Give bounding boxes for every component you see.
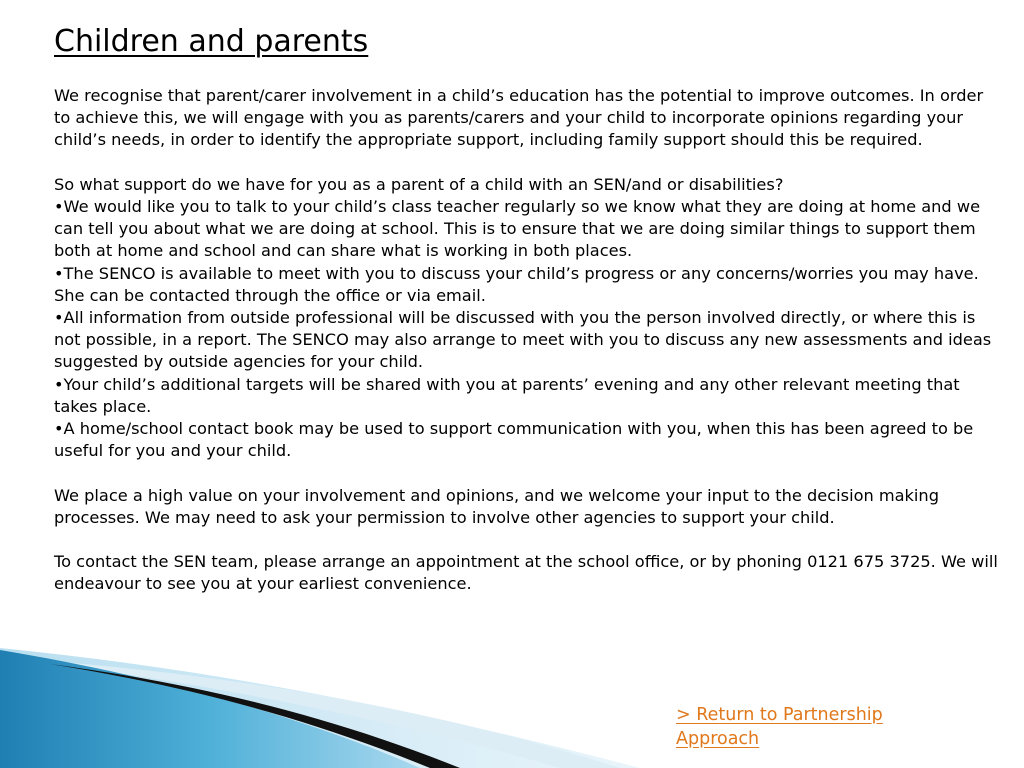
- bullet-item: •The SENCO is available to meet with you to discuss your child’s progress or any concerns/worries you may have. She can be contacted through the office or via email.: [54, 263, 979, 305]
- bullet-item: •A home/school contact book may be used to support communication with you, when this has been agreed to be useful for you and your child.: [54, 419, 974, 461]
- bullet-item: •Your child’s additional targets will be shared with you at parents’ evening and any other relevant meeting that takes place.: [54, 374, 960, 416]
- contact-paragraph: To contact the SEN team, please arrange an appointment at the school office, or by phoning 0121 675 3725. We will endeavour to see you at your earliest convenience.: [54, 552, 998, 594]
- bullet-item: •All information from outside professional will be discussed with you the person involved directly, or where this is not possible, in a report. The SENCO may also arrange to meet with you to discuss any new assessments and ideas suggested by outside agencies for your child.: [54, 308, 992, 372]
- intro-paragraph: We recognise that parent/carer involvement in a child’s education has the potential to improve outcomes. In order to achieve this, we will engage with you as parents/carers and your child to incorporate opinions regarding your child’s needs, in order to identify the appropriate support, including family support should this be required.: [54, 86, 984, 150]
- support-question: So what support do we have for you as a parent of a child with an SEN/and or disabilities?: [54, 174, 784, 194]
- bullet-item: •We would like you to talk to your child’s class teacher regularly so we know what they are doing at home and we can tell you about what we are doing at school. This is to ensure that we are doing similar things to support them both at home and school and can share what is working in both places.: [54, 197, 981, 261]
- return-to-partnership-link[interactable]: > Return to Partnership Approach: [676, 705, 883, 749]
- slide-title: Children and parents: [54, 24, 369, 59]
- spacer: [54, 529, 999, 551]
- value-statement: We place a high value on your involvement and opinions, and we welcome your input to the decision making processes. We may need to ask your permission to involve other agencies to support your child.: [54, 485, 939, 527]
- slide-body: [54, 85, 999, 596]
- spacer: [54, 152, 999, 174]
- spacer: [54, 462, 999, 484]
